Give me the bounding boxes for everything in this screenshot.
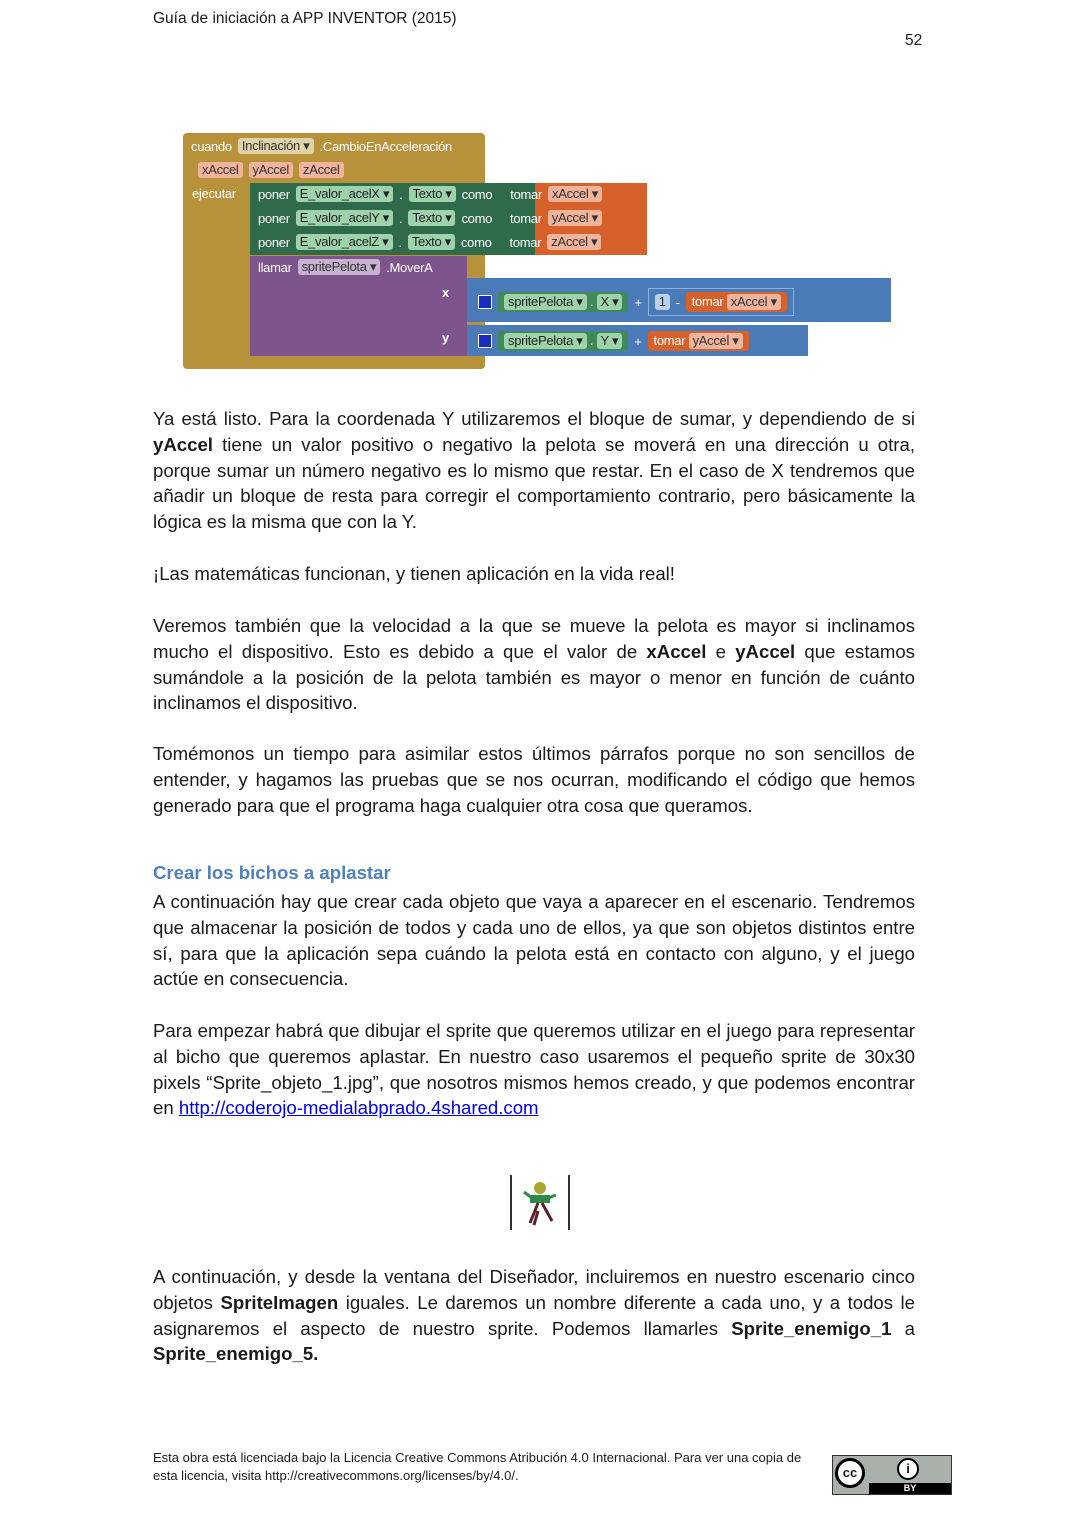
getter-block [648,331,749,351]
como-label: como [461,186,493,202]
setter-row [250,186,602,202]
component-dropdown: E_valor_acelY ▾ [296,210,393,226]
license-footer: Esta obra está licenciada bajo la Licencia Creative Commons Atribución 4.0 Internacional. Para ver una copia de esta licencia, visita http://creativecommons.org/licenses/by/4.0/. [153,1450,802,1483]
property-name: X [600,294,609,309]
cc-logo-icon: cc [835,1458,865,1488]
y-arg-label: y [442,330,449,345]
property-dropdown: Texto ▾ [409,186,456,202]
event-header [183,138,452,154]
text: A continuación, y desde la ventana del Diseñador, incluiremos en nuestro escenario cinco objetos [153,1266,915,1313]
mutator-icon [478,334,492,348]
como-label: como [461,210,493,226]
y-expression [470,331,749,351]
text: e [706,640,736,662]
dot: . [398,234,402,250]
getter-block [686,292,787,312]
ejecutar-label: ejecutar [192,186,236,201]
getter-block [498,331,628,351]
var-dropdown: xAccel ▾ [548,186,602,202]
sprite-image [510,1175,570,1230]
component-dropdown: spritePelota ▾ [504,333,587,349]
getter-block [498,292,628,312]
text: Veremos también que la velocidad a la que se mueve la pelota es mayor si inclinamos mucho el dispositivo. Esto es debido a que el valor de [153,615,915,662]
component-dropdown: spritePelota ▾ [298,259,381,275]
poner-label: poner [258,186,290,202]
cuando-label: cuando [191,138,232,154]
tomar-label: tomar [510,210,542,226]
paragraph [153,406,915,535]
property-name: Texto [412,186,443,201]
bug-sprite-icon [512,1175,568,1230]
setter-row [250,210,602,226]
cc-by-badge[interactable] [832,1455,952,1495]
poner-label: poner [258,210,290,226]
page-number: 52 [905,32,923,49]
property-name: Y [600,333,609,348]
property-dropdown: Texto ▾ [408,234,455,250]
param-chip: zAccel [299,162,344,178]
component-name: E_valor_acelZ [299,234,379,249]
mutator-icon [478,295,492,309]
by-label: BY [869,1483,951,1494]
property-name: Texto [411,234,442,249]
plus-sign: + [634,294,642,310]
bold-text: Sprite_enemigo_1 [731,1317,892,1339]
x-expression [470,288,794,316]
number-one: 1 [655,294,670,310]
component-dropdown: Inclinación ▾ [238,138,314,154]
call-header [250,259,433,275]
como-label: como [460,234,492,250]
dot: . [589,333,594,348]
property-name: Texto [412,210,442,225]
event-params [190,162,344,178]
paragraph: A continuación hay que crear cada objeto que vaya a aparecer en el escenario. Tendremos que almacenar la posición de todos y cada uno de ellos, ya que son objetos distintos entre sí, para que la aplicación sepa cuándo la pelota está en contacto con alguno, y el juego actúe en consecuencia. [153,891,915,990]
var-name: xAccel [552,186,589,201]
var-name: yAccel [551,210,589,225]
minus-sign: - [675,294,680,310]
poner-label: poner [258,234,290,250]
component-name: spritePelota [301,259,367,274]
param-chip: xAccel [198,162,243,178]
component-dropdown: E_valor_acelZ ▾ [296,234,393,250]
llamar-label: llamar [258,259,292,275]
property-dropdown: X ▾ [597,294,623,310]
event-name: .CambioEnAcceleración [319,138,452,154]
text: tiene un valor positivo o negativo la pelota se moverá en una dirección u otra, porque sumar un número negativo es lo mismo que restar. En el caso de X tendremos que añadir un bloque de resta para corregir el comportamiento contrario, pero básicamente la lógica es la misma que con la Y. [153,433,915,533]
attribution-person-icon: i [897,1458,919,1480]
component-dropdown: spritePelota ▾ [504,294,587,310]
var-dropdown: zAccel ▾ [547,234,601,250]
paragraph: Tomémonos un tiempo para asimilar estos últimos párrafos porque no son sencillos de entender, y hagamos las pruebas que se nos ocurran, modificando el código que hemos generado para que el programa haga cualquier otra cosa que queramos. [153,743,915,816]
running-header: Guía de iniciación a APP INVENTOR (2015) [153,10,457,27]
text: Para empezar habrá que dibujar el sprite que queremos utilizar en el juego para representar al bicho que queremos aplastar. En nuestro caso usaremos el pequeño sprite de 30x30 pixels “Sprite_objeto_1.jpg”, que nosotros mismos hemos creado, y que podemos encontrar en [153,1020,915,1119]
tomar-label: tomar [653,333,686,348]
download-link[interactable]: http://coderojo-medialabprado.4shared.com [178,1097,539,1119]
dot: . [399,210,403,226]
method-name: .MoverA [386,259,433,275]
paragraph: ¡Las matemáticas funcionan, y tienen aplicación en la vida real! [153,563,675,584]
plus-sign: + [634,333,642,349]
component-name: spritePelota [508,333,574,348]
component-dropdown: E_valor_acelX ▾ [296,186,393,202]
component-name: Inclinación [241,138,300,153]
var-dropdown: yAccel ▾ [689,333,743,349]
bold-text: xAccel [646,640,707,662]
component-name: E_valor_acelY [299,210,380,225]
var-name: yAccel [692,333,730,348]
text: a [891,1317,916,1339]
dot: . [399,186,403,202]
var-dropdown: yAccel ▾ [548,210,602,226]
setter-row [250,234,601,250]
tomar-label: tomar [510,186,542,202]
param-chip: yAccel [249,162,294,178]
paragraph [153,1264,915,1367]
paragraph [153,613,915,716]
x-arg-label: x [442,285,449,300]
property-dropdown: Texto ▾ [408,210,455,226]
var-dropdown: xAccel ▾ [727,294,781,310]
component-name: E_valor_acelX [299,186,380,201]
dot: . [589,294,594,309]
var-name: xAccel [730,294,768,309]
text: que estamos sumándole a la posición de la pelota también es mayor o menor en función de cuánto inclinamos el dispositivo. [153,640,915,714]
var-name: zAccel [551,234,588,249]
text: iguales. Le daremos un nombre diferente a cada uno, y a todos le asignaremos el aspecto de nuestro sprite. Podemos llamarles [153,1291,915,1339]
bold-text: Sprite_enemigo_5. [153,1343,319,1365]
tomar-label: tomar [691,294,724,309]
tomar-label: tomar [509,234,542,250]
text: Ya está listo. Para la coordenada Y utilizaremos el bloque de sumar, y dependiendo de si [153,408,915,429]
bold-text: yAccel [735,640,796,662]
component-name: spritePelota [508,294,574,309]
subtract-block [648,288,794,316]
property-dropdown: Y ▾ [597,333,623,349]
section-heading: Crear los bichos a aplastar [153,862,391,883]
bold-text: SpriteImagen [220,1291,339,1313]
paragraph [153,1018,915,1121]
bold-text: yAccel [153,433,213,455]
